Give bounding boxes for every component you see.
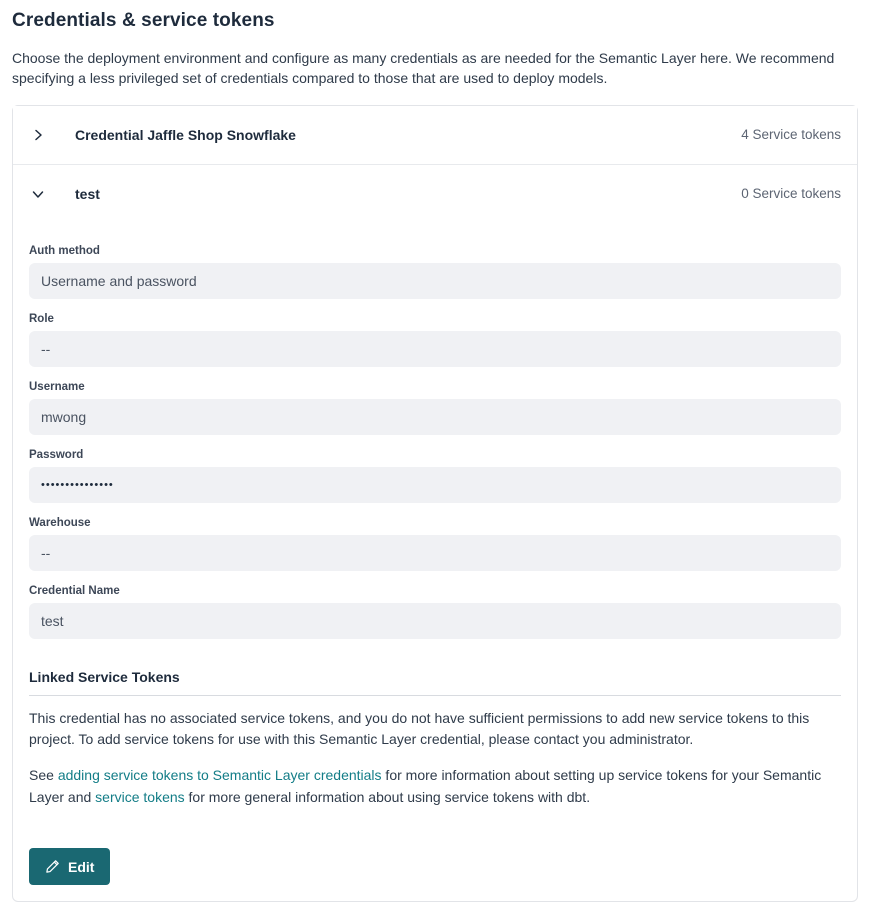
service-tokens-count: 0 Service tokens bbox=[741, 186, 841, 202]
docs-paragraph bbox=[29, 765, 841, 808]
docs-text-middle: for more information about setting up service tokens for your Semantic Layer and bbox=[29, 766, 822, 805]
username-field-group bbox=[29, 381, 841, 435]
linked-service-tokens-heading: Linked Service Tokens bbox=[29, 668, 180, 685]
chevron-down-icon bbox=[31, 187, 45, 201]
page-description: Choose the deployment environment and configure as many credentials as are needed for the Semantic Layer here. We recommend specifying a less privileged set of credentials compared to those that are used to deploy models. bbox=[12, 50, 835, 87]
semantic-layer-credentials-link[interactable]: adding service tokens to Semantic Layer credentials bbox=[57, 766, 382, 783]
docs-text-prefix: See bbox=[29, 766, 58, 783]
edit-button-label: Edit bbox=[68, 858, 95, 875]
warehouse-label: Warehouse bbox=[29, 516, 91, 529]
warehouse-field-group bbox=[29, 517, 841, 571]
no-tokens-message: This credential has no associated service tokens, and you do not have sufficient permissions to add new service tokens to this project. To add service tokens for use with this Semantic Layer credential, please contact you administrator. bbox=[29, 709, 810, 748]
credential-name-label: Credential Name bbox=[29, 584, 120, 597]
auth-method-field-group bbox=[29, 245, 841, 299]
credentials-card bbox=[12, 105, 858, 902]
username-value: mwong bbox=[29, 399, 841, 435]
password-value: ••••••••••••••• bbox=[29, 467, 841, 503]
service-tokens-count: 4 Service tokens bbox=[741, 127, 841, 143]
chevron-right-icon bbox=[31, 128, 45, 142]
section-divider bbox=[29, 695, 841, 696]
service-tokens-link[interactable]: service tokens bbox=[95, 788, 185, 805]
role-value: -- bbox=[29, 331, 841, 367]
credential-name-field-group bbox=[29, 585, 841, 639]
credential-detail-panel bbox=[13, 223, 857, 902]
credential-name: test bbox=[75, 185, 100, 202]
credential-row-jaffle-shop[interactable] bbox=[13, 106, 857, 164]
username-label: Username bbox=[29, 380, 85, 393]
role-field-group bbox=[29, 313, 841, 367]
docs-text-suffix: for more general information about using service tokens with dbt. bbox=[184, 788, 591, 805]
auth-method-label: Auth method bbox=[29, 244, 100, 257]
credential-row-test[interactable] bbox=[13, 165, 857, 223]
credential-name: Credential Jaffle Shop Snowflake bbox=[75, 126, 296, 143]
password-label: Password bbox=[29, 448, 84, 461]
role-label: Role bbox=[29, 312, 54, 325]
page-title: Credentials & service tokens bbox=[12, 10, 275, 31]
credential-name-value: test bbox=[29, 603, 841, 639]
password-field-group bbox=[29, 449, 841, 503]
warehouse-value: -- bbox=[29, 535, 841, 571]
auth-method-value: Username and password bbox=[29, 263, 841, 299]
